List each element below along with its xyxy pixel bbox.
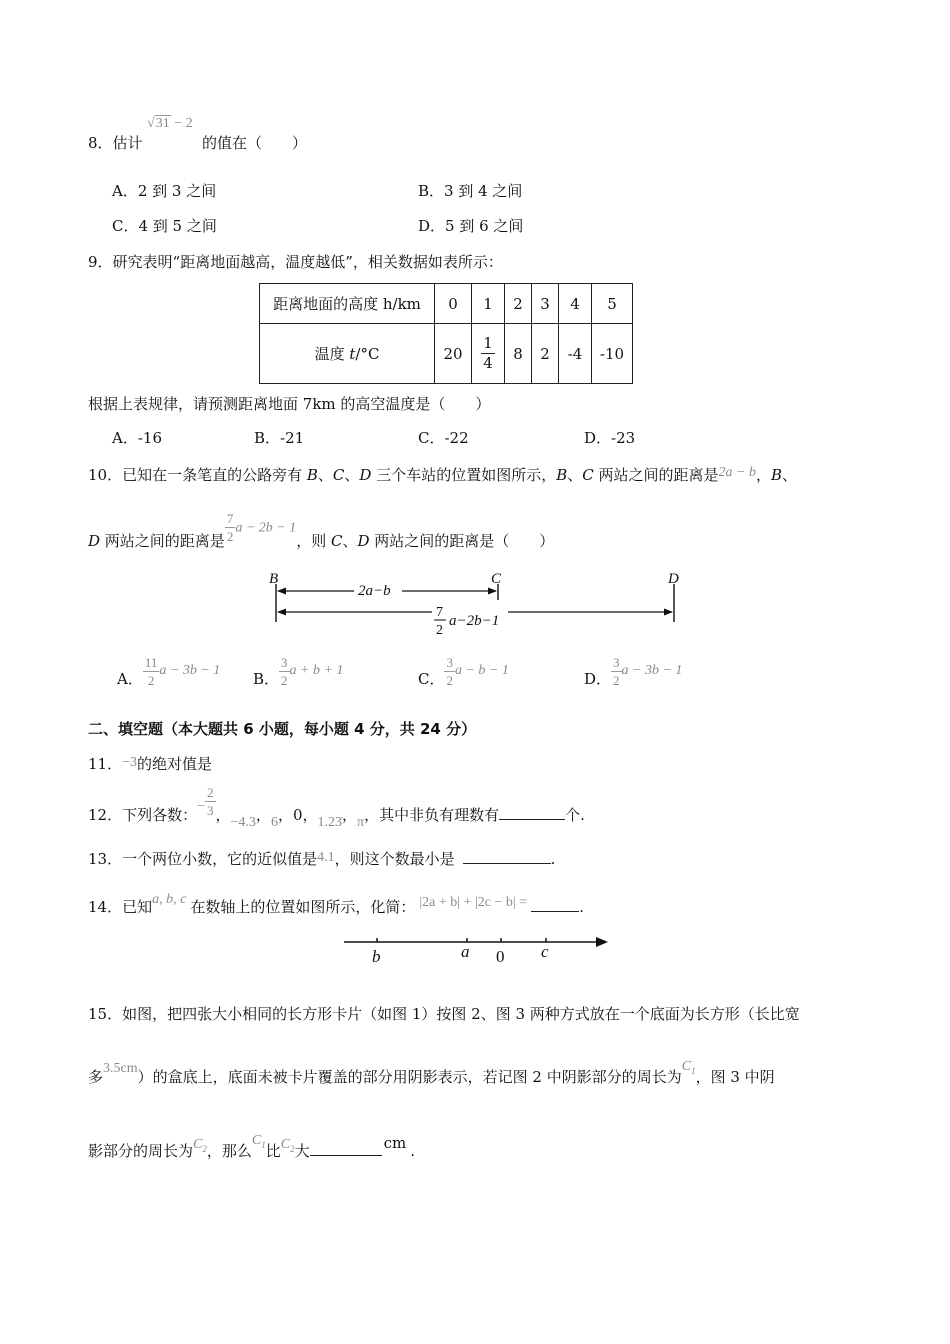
q8-option-d: D．5 到 6 之间: [418, 217, 524, 235]
section-heading-fill-in: 二、填空题（本大题共 6 小题，每小题 4 分，共 24 分）: [88, 720, 477, 738]
q15-line3: 影部分的周长为$C_2$，那么$C_1$比$C_2$大 cm .: [88, 1133, 415, 1160]
q12: 12．下列各数：− $\frac{2}{3}$ ，−4.3，6，0，1.23̇，π，其中非负有理数有 个.: [88, 785, 585, 830]
q10-line2: D 两站之间的距离是 $\frac{7}{2}$ a − 2b − 1，则 C、D 两站之间的距离是（ ）: [88, 511, 555, 550]
q8-option-c: C．4 到 5 之间: [112, 217, 217, 235]
table-cell: 8: [505, 324, 532, 384]
table-cell: -4: [559, 324, 592, 384]
bd-frac-num: 7: [436, 605, 443, 620]
q9-followup: 根据上表规律，请预测距离地面 7km 的高空温度是（ ）: [88, 395, 491, 413]
q10-option-d: D． $\frac{3}{2}$ a − 3b − 1: [584, 655, 683, 688]
sqrt-sign: √: [147, 116, 155, 131]
table-cell: 3: [532, 284, 559, 324]
bc-arrowhead-right: [488, 588, 497, 595]
table-cell-fraction: $\frac{1}{4}$: [472, 324, 505, 384]
q13: 13．一个两位小数，它的近似值是4.1，则这个数最小是 .: [88, 850, 556, 868]
bc-label: 2a−b: [358, 583, 391, 599]
q14-number-line: [340, 930, 614, 970]
q12-answer-blank[interactable]: [499, 805, 565, 820]
q8-stem-suffix: 的值在（ ）: [202, 134, 308, 152]
table-cell: 0: [435, 284, 472, 324]
q9-option-d: D．-23: [584, 429, 636, 447]
q13-answer-blank[interactable]: [463, 849, 551, 864]
table-header-temperature: 温度 t/°C: [260, 324, 435, 384]
q11: 11．−3的绝对值是: [88, 755, 213, 773]
axis-label-zero: 0: [496, 947, 505, 966]
q9-stem: 9．研究表明“距离地面越高，温度越低”，相关数据如表所示：: [88, 253, 503, 271]
q8-option-b: B．3 到 4 之间: [418, 182, 523, 200]
bd-label-rest: a−2b−1: [449, 613, 500, 629]
sqrt-radicand: 31: [155, 116, 170, 131]
table-cell: 5: [592, 284, 633, 324]
q14-answer-blank[interactable]: [531, 897, 579, 912]
bc-arrowhead-left: [277, 588, 286, 595]
table-cell: 4: [559, 284, 592, 324]
q10-option-a: A． $\frac{11}{2}$ a − 3b − 1: [117, 655, 221, 688]
label-B: B: [269, 571, 279, 587]
bd-arrowhead-right: [664, 609, 673, 616]
axis-label-b: b: [372, 947, 381, 966]
q15-answer-blank[interactable]: [310, 1141, 382, 1156]
q10-line1: 10．已知在一条笔直的公路旁有 B、C、D 三个车站的位置如图所示，B、C 两站之间的距离是2a − b，B、: [88, 465, 798, 484]
bd-frac: $\frac{7}{2}$: [226, 511, 234, 544]
q9-data-table: [259, 283, 633, 384]
q15-line1: 15．如图，把四张大小相同的长方形卡片（如图 1）按图 2、图 3 两种方式放在一个底面为长方形（长比宽: [88, 1005, 800, 1023]
bd-arrowhead-left: [277, 609, 286, 616]
table-cell: 20: [435, 324, 472, 384]
q10-option-b: B． $\frac{3}{2}$ a + b + 1: [253, 655, 344, 688]
table-cell: 2: [532, 324, 559, 384]
label-C: C: [491, 571, 502, 587]
q14: 14．已知a, b, c 在数轴上的位置如图所示，化简： |2a + b| + |2c − b| = .: [88, 892, 584, 916]
q8-sqrt-expression: √31 − 2: [147, 116, 193, 131]
q10-option-c: C． $\frac{3}{2}$ a − b − 1: [418, 655, 509, 688]
q9-option-c: C．-22: [418, 429, 469, 447]
bd-frac-den: 2: [436, 623, 443, 638]
q15-line2: 多3.5cm）的盒底上，底面未被卡片覆盖的部分用阴影表示，若记图 2 中阴影部分的周长为$C_1$，图 3 中阴: [88, 1059, 775, 1086]
q9-option-a: A．-16: [112, 429, 162, 447]
q9-option-b: B．-21: [254, 429, 305, 447]
table-cell: -10: [592, 324, 633, 384]
table-cell: 2: [505, 284, 532, 324]
q8-option-a: A．2 到 3 之间: [112, 182, 217, 200]
bc-distance-expr: 2a − b: [718, 465, 756, 480]
axis-label-c: c: [541, 942, 549, 961]
axis-label-a: a: [461, 942, 470, 961]
q8-stem: 8．估计: [88, 134, 143, 152]
label-D: D: [668, 571, 679, 587]
table-header-height: 距离地面的高度 h/km: [260, 284, 435, 324]
q10-distance-diagram: [262, 566, 692, 646]
axis-arrowhead: [596, 937, 608, 947]
table-cell: 1: [472, 284, 505, 324]
